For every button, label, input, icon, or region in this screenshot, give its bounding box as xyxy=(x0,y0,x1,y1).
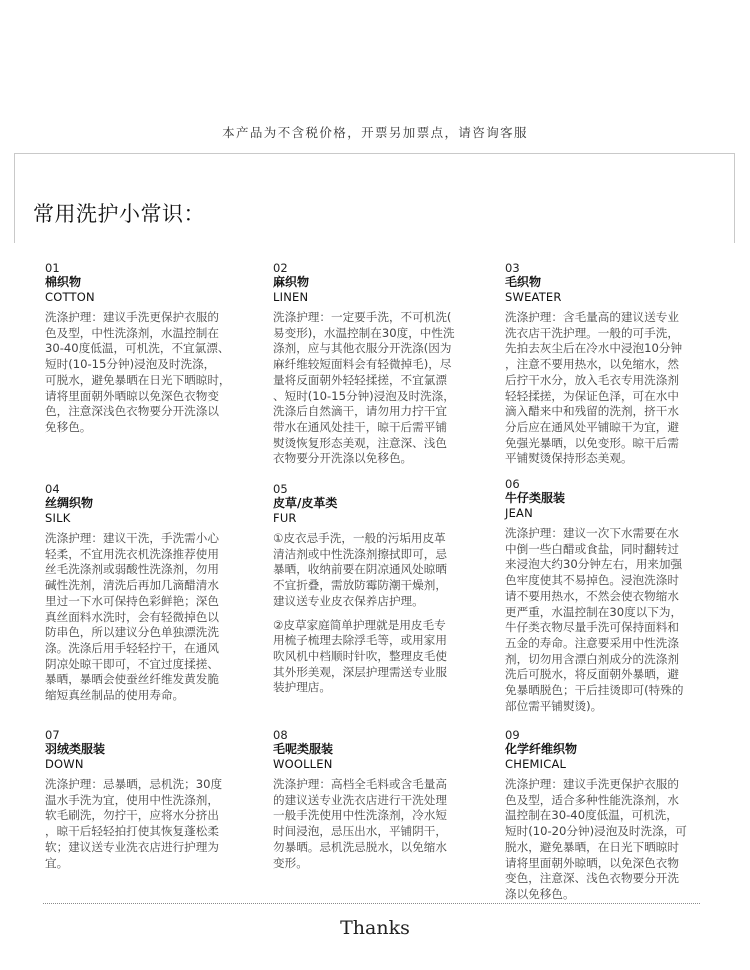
item-number: 01 xyxy=(45,261,60,275)
item-number: 05 xyxy=(273,482,288,496)
care-item-cotton xyxy=(45,262,245,436)
item-description: 洗涤护理：建议干洗，手洗需小心 轻柔，不宜用洗衣机洗涤推荐使用 丝毛洗涤剂或弱酸性洗涤剂，勿用 碱性洗剂，清洗后再加几滴醋清水 里过一下水可保持色彩鲜艳；深色 真丝面料水洗时，会有轻微掉色以 防串色，所以建议分色单独漂洗洗 涤。洗涤后用手轻轻拧干，在通风 阴凉处晾干即可，不宜过度揉搓、 暴晒，暴晒会使蚕丝纤维发黄发脆 缩短真丝制品的使用寿命。 xyxy=(45,531,219,703)
item-description: 洗涤护理：建议手洗更保护衣服的 色及型，适合多种性能洗涤剂，水 温控制在30-40度低温，可机洗， 短时(10-20分钟)浸泡及时洗涤，可 脱水，避免暴晒，在日光下晒晾时 请将里面朝外晾晒，以免深色衣物 变色，注意深、浅色衣物要分开洗 涤以免移色。 xyxy=(505,777,687,901)
item-name-cn: 毛织物 xyxy=(505,275,542,289)
item-description: 洗涤护理：忌暴晒，忌机洗；30度 温水手洗为宜，使用中性洗涤剂， 软毛刷洗，勿拧干，应将水分挤出 ，晾干后轻轻拍打使其恢复蓬松柔 软；建议送专业洗衣店进行护理为 宜。 xyxy=(45,777,223,870)
tax-notice: 本产品为不含税价格，开票另加票点，请咨询客服 xyxy=(222,125,528,140)
item-name-cn: 牛仔类服装 xyxy=(505,491,566,505)
care-item-chemical xyxy=(505,729,705,903)
item-name-cn: 丝绸织物 xyxy=(45,496,94,510)
item-description: ①皮衣忌手洗，一般的污垢用皮革 清洁剂或中性洗涤剂擦拭即可，忌 暴晒，收纳前要在阴凉通风处晾晒 不宜折叠，需放防霉防潮干燥剂， 建议送专业皮衣保养店护理。 xyxy=(273,531,447,608)
item-number: 04 xyxy=(45,482,60,496)
item-description: 洗涤护理：建议一次下水需要在水 中倒一些白醋或食盐，同时翻转过 来浸泡大约30分钟左右，用来加强 色牢度使其不易掉色。浸泡洗涤时 请不要用热水，不然会使衣物缩水 更严重，水温控制在30度以下为， 牛仔类衣物尽量手洗可保持面料和 五金的寿命。注意要采用中性洗涤 剂，切勿用含漂白剂成分的洗涤剂 洗后可脱水，将反面朝外暴晒，避 免暴晒脱色；干后挂烫即可(特殊的 部位需平铺熨烫)。 xyxy=(505,526,684,713)
care-item-linen xyxy=(273,262,473,467)
item-number: 02 xyxy=(273,261,288,275)
item-name-en: WOOLLEN xyxy=(273,757,333,771)
item-name-en: SILK xyxy=(45,511,71,525)
item-name-cn: 皮草/皮革类 xyxy=(273,496,338,510)
item-name-en: COTTON xyxy=(45,290,95,304)
item-description: 洗涤护理：建议手洗更保护衣服的 色及型，中性洗涤剂，水温控制在 30-40度低温，可机洗，不宜氯漂、 短时(10-15分钟)浸泡及时洗涤， 可脱水，避免暴晒在日光下晒晾时， 请将里面朝外晒晾以免深色衣物变 色，注意深浅色衣物要分开洗涤以 免移色。 xyxy=(45,310,231,434)
care-item-sweater xyxy=(505,262,705,467)
item-name-en: DOWN xyxy=(45,757,84,771)
item-name-cn: 羽绒类服装 xyxy=(45,742,106,756)
item-name-en: SWEATER xyxy=(505,290,562,304)
thanks-text: Thanks xyxy=(340,917,410,939)
care-item-jean xyxy=(505,478,705,714)
item-number: 07 xyxy=(45,728,60,742)
care-item-fur xyxy=(273,483,473,696)
item-name-cn: 化学纤维织物 xyxy=(505,742,578,756)
item-description: 洗涤护理：一定要手洗，不可机洗( 易变形)，水温控制在30度，中性洗 涤剂，应与其他衣服分开洗涤(因为 麻纤维较短面料会有轻微掉毛)，尽 量将反面朝外轻轻揉搓，不宜氯漂 、短时(10-15分钟)浸泡及时洗涤， 洗涤后自然滴干，请勿用力拧干宜 带水在通风处挂干，晾干后需平铺 熨烫恢复形态美观，注意深、浅色 衣物要分开洗涤以免移色。 xyxy=(273,310,455,466)
item-number: 06 xyxy=(505,477,520,491)
item-name-cn: 棉织物 xyxy=(45,275,82,289)
item-number: 08 xyxy=(273,728,288,742)
item-name-en: JEAN xyxy=(505,506,533,520)
care-item-woollen xyxy=(273,729,473,871)
footer-divider xyxy=(43,903,700,904)
item-description-2: ②皮草家庭简单护理就是用皮毛专 用梳子梳理去除浮毛等，或用家用 吹风机中档顺时针吹，整理皮毛使 其外形美观，深层护理需送专业服 装护理店。 xyxy=(273,617,447,695)
item-name-en: LINEN xyxy=(273,290,309,304)
item-number: 09 xyxy=(505,728,520,742)
item-description: 洗涤护理：高档全毛料或含毛量高 的建议送专业洗衣店进行干洗处理 一般手洗使用中性洗涤剂，冷水短 时间浸泡，忌压出水，平铺阴干， 勿暴晒。忌机洗忌脱水，以免缩水 变形。 xyxy=(273,777,447,870)
section-title: 常用洗护小常识： xyxy=(33,202,205,226)
item-name-cn: 麻织物 xyxy=(273,275,310,289)
care-item-silk xyxy=(45,483,245,704)
care-item-down xyxy=(45,729,245,871)
item-name-cn: 毛呢类服装 xyxy=(273,742,334,756)
item-description: 洗涤护理：含毛量高的建议送专业 洗衣店干洗护理。一般的可手洗， 先拍去灰尘后在冷水中浸泡10分钟 ，注意不要用热水，以免缩水，然 后拧干水分，放入毛衣专用洗涤剂 轻轻揉搓，为保证色泽，可在水中 滴入醋来中和残留的洗剂，挤干水 分后应在通风处平铺晾干为宜，避 免强光暴晒，以免变形。晾干后需 平铺熨烫保持形态美观。 xyxy=(505,310,683,466)
item-name-en: CHEMICAL xyxy=(505,757,567,771)
item-name-en: FUR xyxy=(273,511,297,525)
item-number: 03 xyxy=(505,261,520,275)
